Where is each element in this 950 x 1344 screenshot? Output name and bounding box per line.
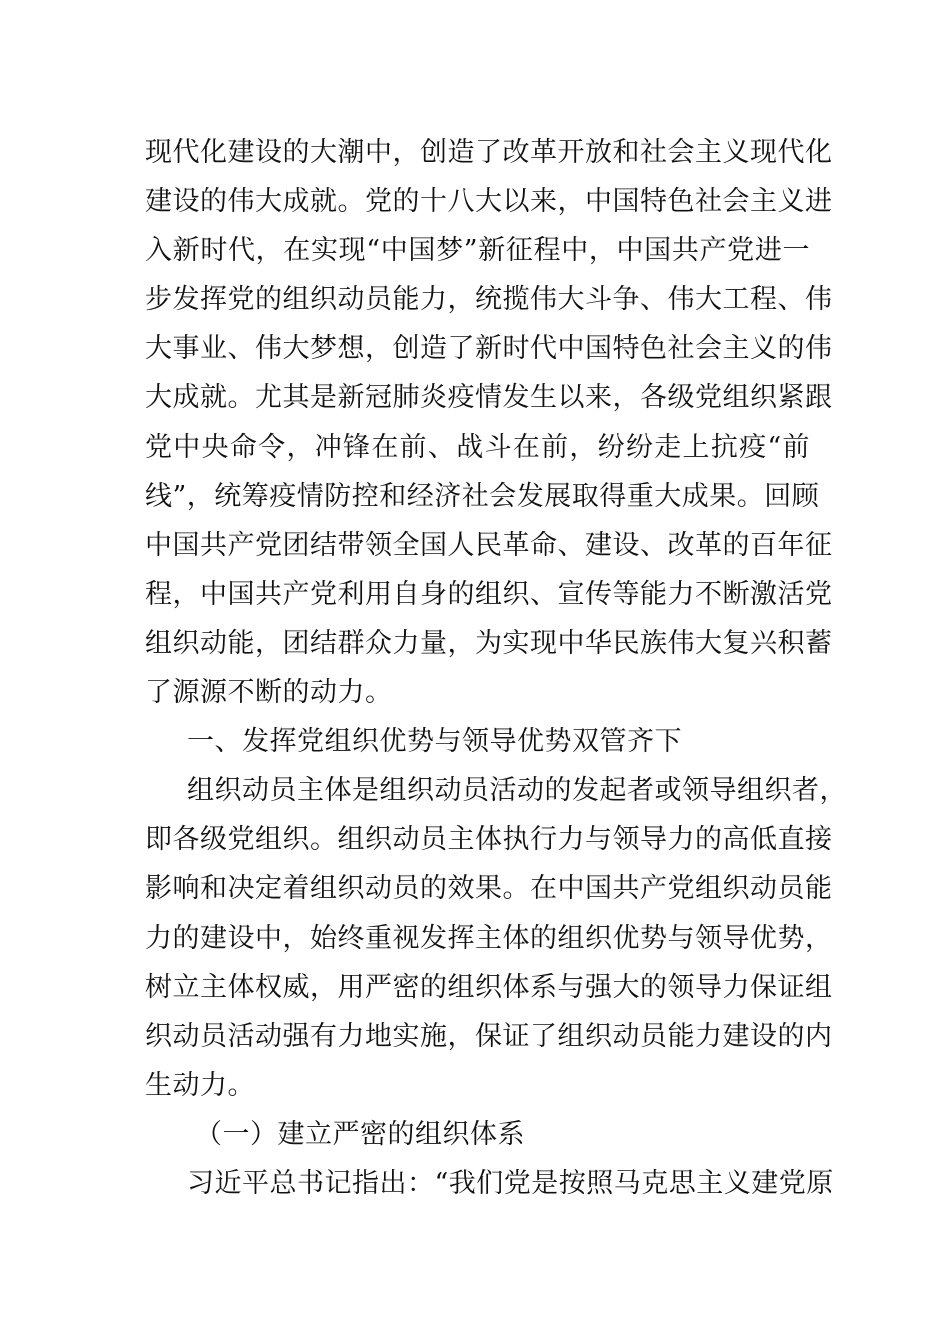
section-heading: 一、发挥党组织优势与领导优势双管齐下 <box>187 726 682 758</box>
text-line: 习近平总书记指出：“我们党是按照马克思主义建党原 <box>187 1167 834 1199</box>
text-line: 大成就。尤其是新冠肺炎疫情发生以来，各级党组织紧跟 <box>145 382 833 414</box>
text-line: 生动力。 <box>145 1069 255 1101</box>
text-line: 中国共产党团结带领全国人民革命、建设、改革的百年征 <box>145 529 833 561</box>
body-text <box>145 128 847 1208</box>
text-line: 线”，统筹疫情防控和经济社会发展取得重大成果。回顾 <box>145 480 820 512</box>
text-line: 组织动能，团结群众力量，为实现中华民族伟大复兴积蓄 <box>145 627 833 659</box>
text-line: 树立主体权威，用严密的组织体系与强大的领导力保证组 <box>145 971 833 1003</box>
text-line: 了源源不断的动力。 <box>145 677 393 709</box>
subsection-heading: （一）建立严密的组织体系 <box>195 1118 525 1150</box>
text-line: 力的建设中，始终重视发挥主体的组织优势与领导优势， <box>145 922 833 954</box>
text-line: 步发挥党的组织动员能力，统揽伟大斗争、伟大工程、伟 <box>145 284 833 316</box>
text-line: 影响和决定着组织动员的效果。在中国共产党组织动员能 <box>145 873 833 905</box>
text-line: 建设的伟大成就。党的十八大以来，中国特色社会主义进 <box>145 186 833 218</box>
text-line: 组织动员主体是组织动员活动的发起者或领导组织者， <box>187 775 847 807</box>
text-line: 党中央命令，冲锋在前、战斗在前，纷纷走上抗疫“前 <box>145 431 810 463</box>
text-line: 大事业、伟大梦想，创造了新时代中国特色社会主义的伟 <box>145 333 833 365</box>
text-line: 入新时代，在实现“中国梦”新征程中，中国共产党进一 <box>145 235 810 267</box>
text-line: 即各级党组织。组织动员主体执行力与领导力的高低直接 <box>145 824 833 856</box>
text-line: 程，中国共产党利用自身的组织、宣传等能力不断激活党 <box>145 578 833 610</box>
text-line: 织动员活动强有力地实施，保证了组织动员能力建设的内 <box>145 1020 833 1052</box>
text-line: 现代化建设的大潮中，创造了改革开放和社会主义现代化 <box>145 137 833 168</box>
